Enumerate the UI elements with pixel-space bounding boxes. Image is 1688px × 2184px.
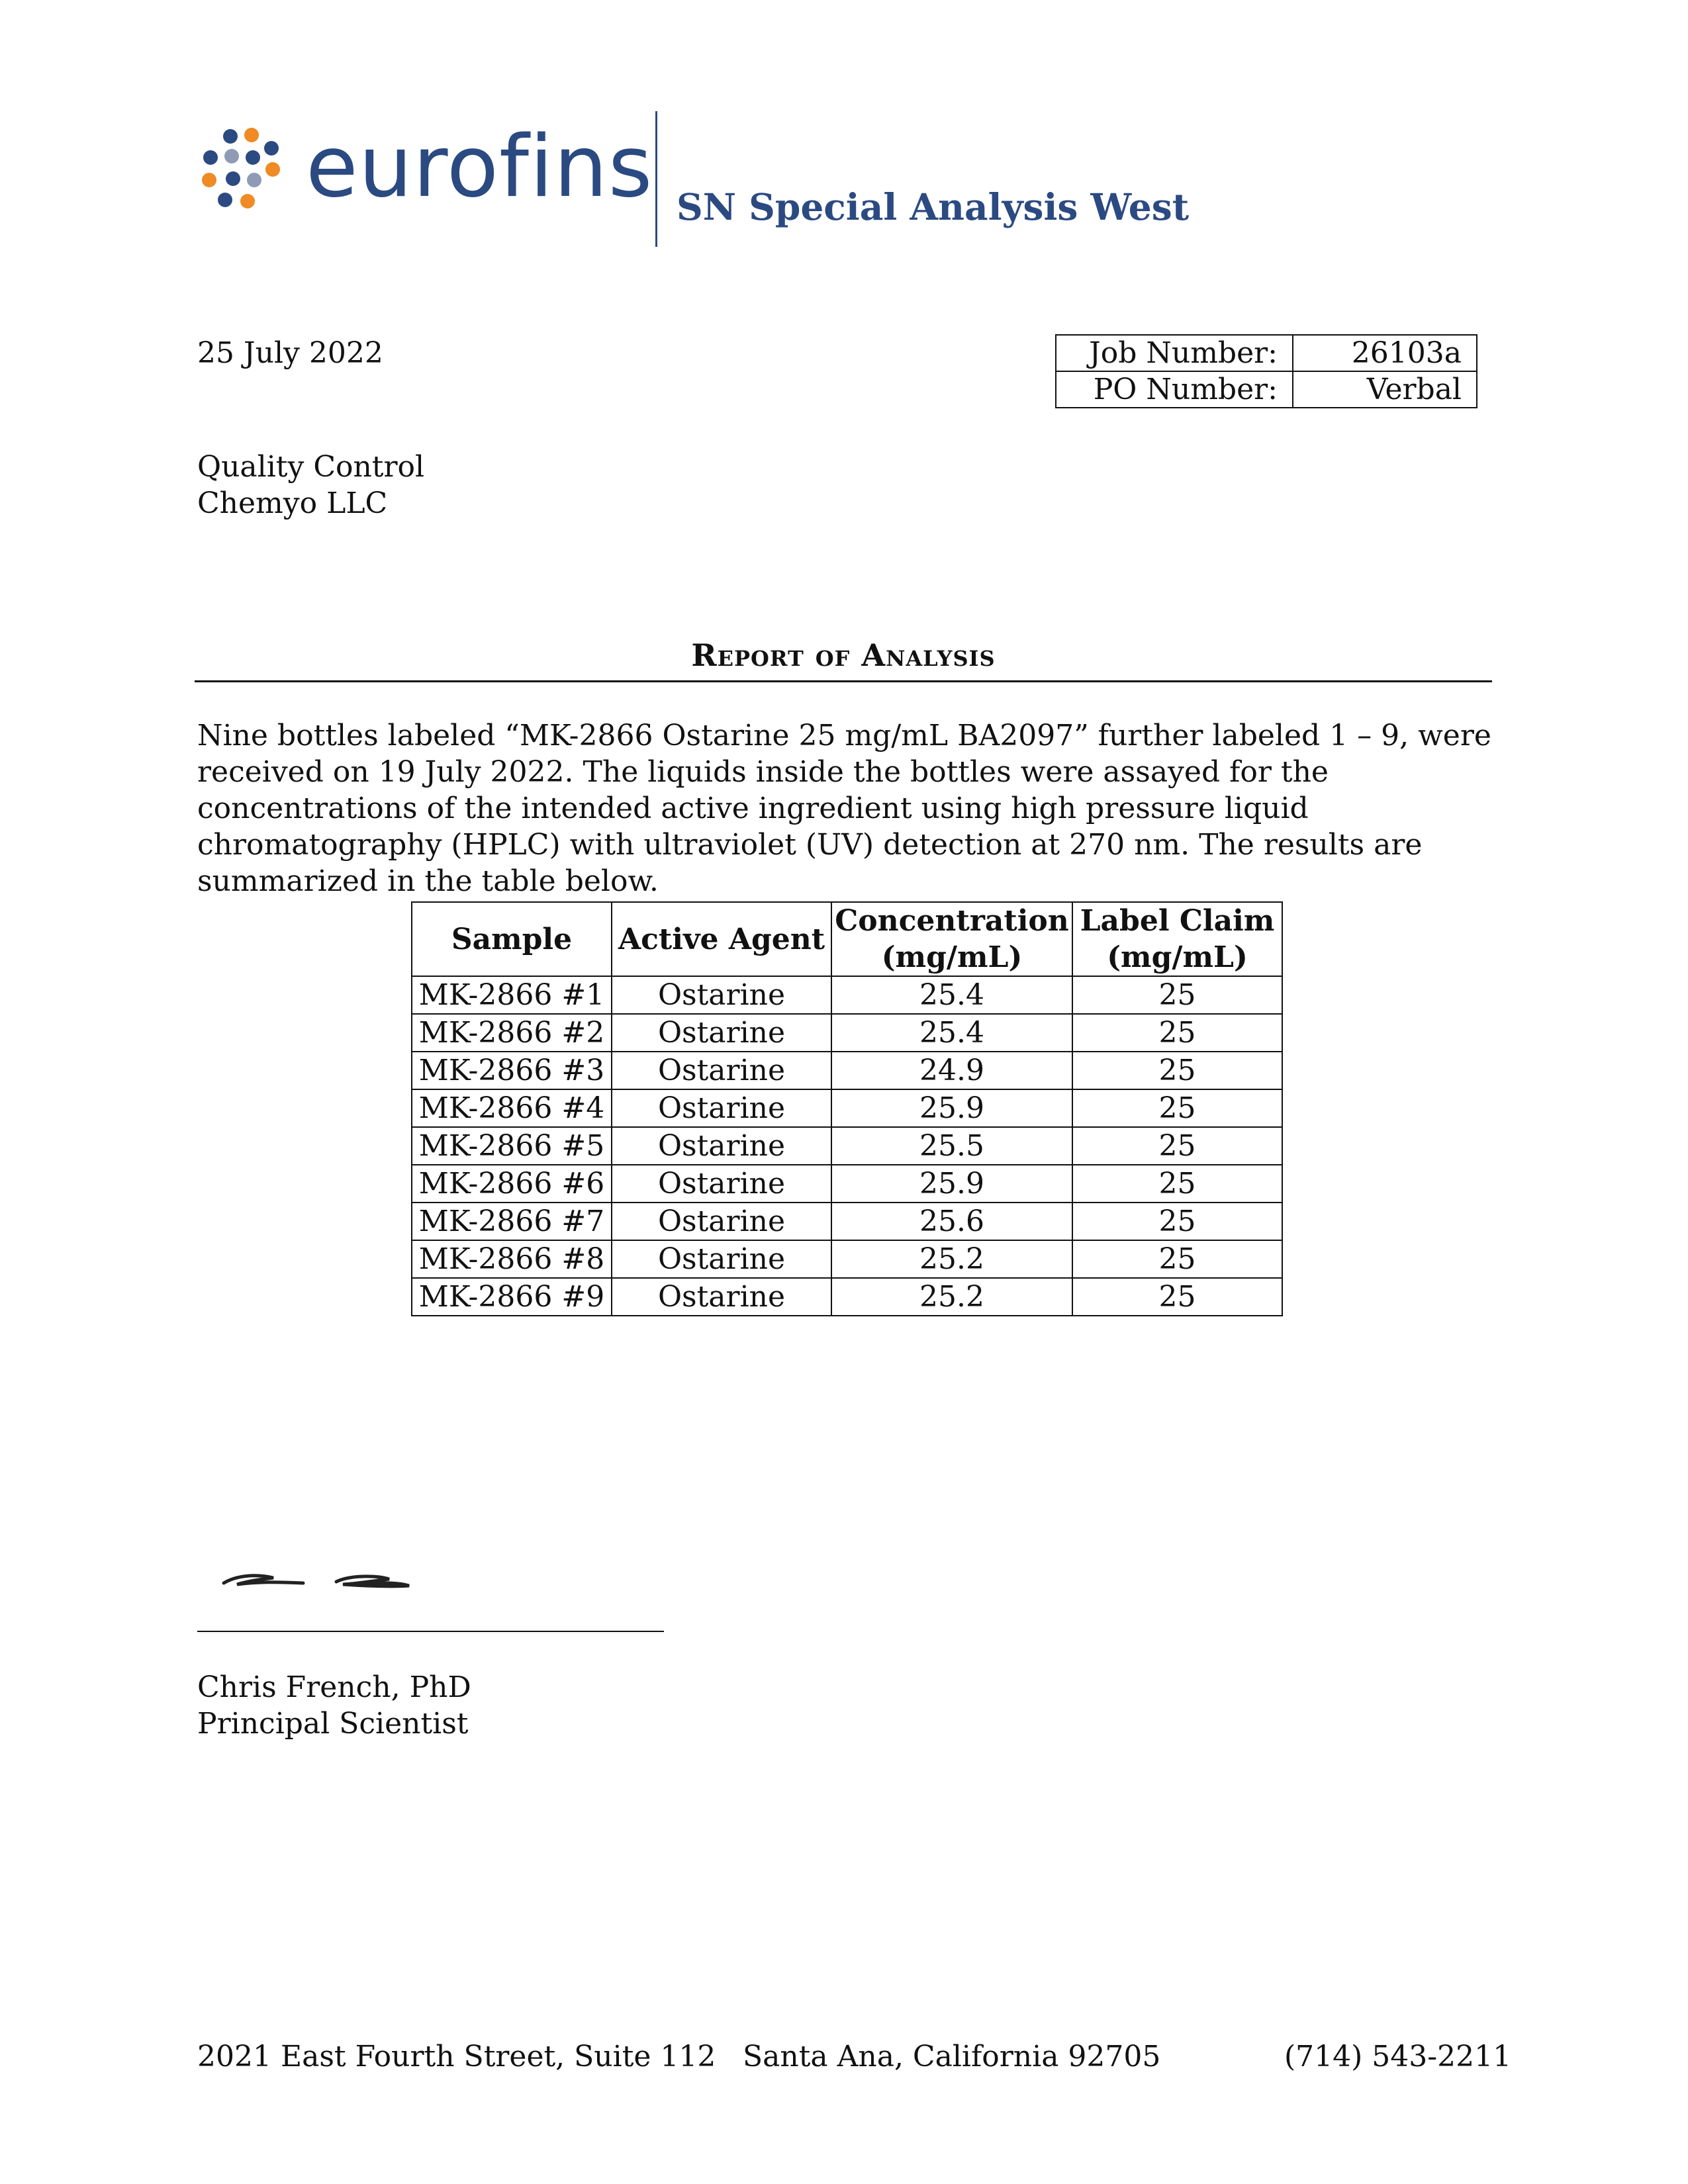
cell-label-claim: 25 (1072, 1127, 1282, 1165)
job-number-value: 26103a (1293, 335, 1477, 371)
cell-active-agent: Ostarine (612, 1127, 831, 1165)
heading-rule (195, 680, 1492, 682)
results-body (412, 976, 1282, 1316)
cell-concentration: 25.5 (831, 1127, 1072, 1165)
cell-sample: MK-2866 #3 (412, 1052, 612, 1089)
cell-sample: MK-2866 #7 (412, 1203, 612, 1240)
table-row (412, 1052, 1282, 1089)
table-row (412, 1127, 1282, 1165)
header-concentration-line2: (mg/mL) (881, 940, 1023, 974)
cell-sample: MK-2866 #5 (412, 1127, 612, 1165)
header-concentration (831, 902, 1072, 976)
table-row (412, 1014, 1282, 1052)
cell-label-claim: 25 (1072, 976, 1282, 1014)
signatory-block (197, 1669, 471, 1742)
header-label-claim-line1: Label Claim (1080, 904, 1275, 938)
division-name: SN Special Analysis West (677, 185, 1190, 228)
cell-sample: MK-2866 #9 (412, 1278, 612, 1316)
cell-concentration: 25.2 (831, 1240, 1072, 1278)
recipient-department: Quality Control (197, 450, 425, 484)
table-row (412, 1203, 1282, 1240)
table-row (412, 1165, 1282, 1203)
results-header-row (412, 902, 1282, 976)
table-row (412, 1278, 1282, 1316)
cell-active-agent: Ostarine (612, 1240, 831, 1278)
header-active-agent-line1: Active Agent (618, 922, 825, 956)
table-row (412, 1240, 1282, 1278)
cell-concentration: 25.6 (831, 1203, 1072, 1240)
cell-concentration: 25.4 (831, 976, 1072, 1014)
header-sample (412, 902, 612, 976)
cell-sample: MK-2866 #8 (412, 1240, 612, 1278)
cell-sample: MK-2866 #2 (412, 1014, 612, 1052)
header-active-agent (612, 902, 831, 976)
job-number-label: Job Number: (1056, 335, 1293, 371)
footer-address: 2021 East Fourth Street, Suite 112 (197, 2040, 716, 2073)
footer-phone: (714) 543-2211 (1284, 2040, 1512, 2073)
cell-concentration: 25.9 (831, 1165, 1072, 1203)
cell-active-agent: Ostarine (612, 1052, 831, 1089)
cell-active-agent: Ostarine (612, 1089, 831, 1127)
header-label-claim-line2: (mg/mL) (1107, 940, 1248, 974)
po-number-label: PO Number: (1056, 371, 1293, 408)
header-label-claim (1072, 902, 1282, 976)
report-date: 25 July 2022 (197, 336, 383, 370)
signatory-name: Chris French, PhD (197, 1670, 471, 1704)
cell-concentration: 24.9 (831, 1052, 1072, 1089)
recipient-company: Chemyo LLC (197, 486, 388, 520)
cell-active-agent: Ostarine (612, 1014, 831, 1052)
cell-label-claim: 25 (1072, 1089, 1282, 1127)
signatory-title: Principal Scientist (197, 1707, 469, 1741)
cell-label-claim: 25 (1072, 1165, 1282, 1203)
logo-wordmark: eurofins (306, 118, 653, 216)
cell-sample: MK-2866 #4 (412, 1089, 612, 1127)
cell-label-claim: 25 (1072, 1052, 1282, 1089)
signature-line (197, 1631, 664, 1632)
job-number-row (1056, 335, 1477, 371)
header-concentration-line1: Concentration (835, 904, 1069, 938)
cell-active-agent: Ostarine (612, 976, 831, 1014)
results-table (411, 901, 1283, 1316)
po-number-row (1056, 371, 1477, 408)
recipient-block (197, 449, 424, 522)
cell-concentration: 25.9 (831, 1089, 1072, 1127)
cell-label-claim: 25 (1072, 1240, 1282, 1278)
cell-sample: MK-2866 #1 (412, 976, 612, 1014)
cell-active-agent: Ostarine (612, 1165, 831, 1203)
cell-concentration: 25.4 (831, 1014, 1072, 1052)
cell-sample: MK-2866 #6 (412, 1165, 612, 1203)
cell-label-claim: 25 (1072, 1278, 1282, 1316)
header-sample-line1: Sample (451, 922, 573, 956)
logo-divider (655, 111, 657, 247)
po-number-value: Verbal (1293, 371, 1477, 408)
job-info-table (1055, 334, 1477, 408)
cell-label-claim: 25 (1072, 1014, 1282, 1052)
eurofins-logo-icon (199, 126, 291, 218)
intro-paragraph: Nine bottles labeled “MK-2866 Ostarine 25 mg/mL BA2097” further labeled 1 – 9, were received on 19 July 2022. The liquids inside the bottles were assayed for the concentrations of the intended active ingredient using high pressure liquid chromatography (HPLC) with ultraviolet (UV) detection at 270 nm. The results are summarized in the table below. (197, 719, 1491, 898)
cell-concentration: 25.2 (831, 1278, 1072, 1316)
cell-label-claim: 25 (1072, 1203, 1282, 1240)
report-title: Report of Analysis (691, 637, 996, 673)
cell-active-agent: Ostarine (612, 1203, 831, 1240)
table-row (412, 1089, 1282, 1127)
footer-city: Santa Ana, California 92705 (743, 2040, 1161, 2073)
cell-active-agent: Ostarine (612, 1278, 831, 1316)
signature (211, 1555, 422, 1602)
table-row (412, 976, 1282, 1014)
